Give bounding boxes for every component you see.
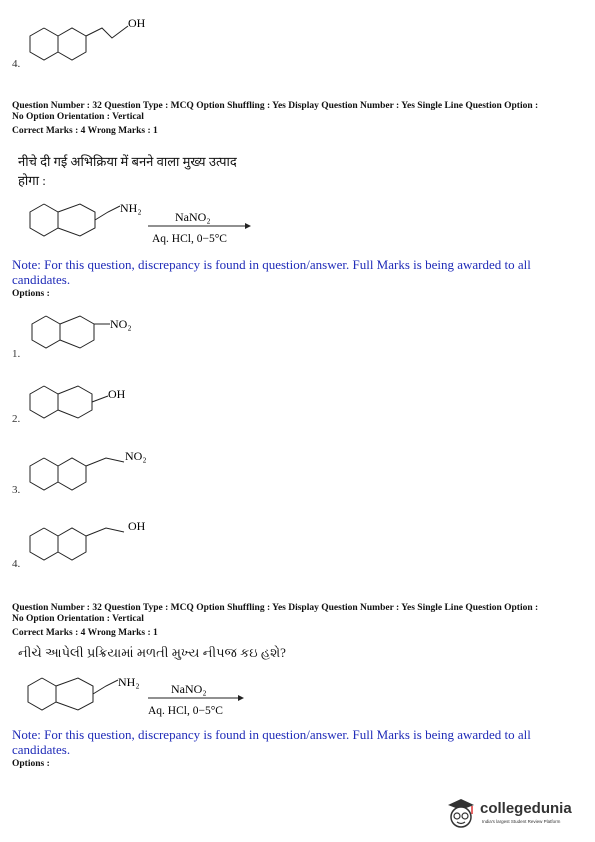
q1-note-line2: candidates.: [12, 272, 71, 287]
q1-meta-line1: Question Number : 32 Question Type : MCQ Option Shuffling : Yes Display Question Number : Yes Single Line Question Option :: [12, 101, 539, 111]
collegedunia-logo: [444, 795, 590, 833]
q1-meta: [12, 101, 587, 137]
q2-reagent-bottom: Aq. HCl, 0−5°C: [148, 705, 223, 717]
option-1-number: 1.: [12, 348, 21, 360]
option-4-number: 4.: [12, 558, 21, 570]
option-1-group: NO₂: [110, 317, 132, 331]
q2-meta: [12, 603, 587, 639]
q2-note-line2: candidates.: [12, 742, 71, 757]
logo-tagline: India's largest Student Review Platform: [482, 819, 561, 824]
mascot-icon: [444, 797, 478, 829]
q1-reaction: [20, 194, 260, 250]
q2-reaction: [18, 670, 258, 720]
q1-options-label: Options :: [12, 289, 50, 299]
option-4-structure[interactable]: [20, 514, 170, 564]
q2-options-label: Options :: [12, 759, 50, 769]
top-option-group: OH: [128, 16, 146, 30]
top-option-structure: [20, 10, 170, 65]
q1-reagent-top: NaNO₂: [175, 210, 211, 224]
q1-reagent-bottom: Aq. HCl, 0−5°C: [152, 233, 227, 245]
q1-question-line2: होगा :: [18, 173, 46, 188]
q1-marks: Correct Marks : 4 Wrong Marks : 1: [12, 126, 158, 136]
q2-reagent-top: NaNO₂: [171, 682, 207, 696]
logo-name: collegedunia: [480, 800, 572, 817]
option-3-number: 3.: [12, 484, 21, 496]
top-option-number: 4.: [12, 58, 21, 70]
option-2-group: OH: [108, 387, 126, 401]
q2-reactant-group: NH₂: [118, 675, 140, 689]
q1-note: [12, 257, 531, 287]
q2-note: [12, 727, 531, 757]
option-2-number: 2.: [12, 413, 21, 425]
q1-reactant-group: NH₂: [120, 201, 142, 215]
q2-marks: Correct Marks : 4 Wrong Marks : 1: [12, 628, 158, 638]
q2-meta-line2: No Option Orientation : Vertical: [12, 614, 144, 624]
option-3-structure[interactable]: [20, 444, 170, 494]
q1-meta-line2: No Option Orientation : Vertical: [12, 112, 144, 122]
option-2-structure[interactable]: [20, 378, 170, 424]
q1-question: [18, 152, 237, 190]
q2-question: નીચે આપેલી પ્રક્રિયામાં મળતી મુખ્ય નીપજ કઇ હશે?: [18, 645, 286, 660]
option-4-group: OH: [128, 519, 146, 533]
q1-question-line1: नीचे दी गई अभिक्रिया में बनने वाला मुख्य उत्पाद: [18, 154, 237, 169]
option-3-group: NO₂: [125, 449, 147, 463]
q2-meta-line1: Question Number : 32 Question Type : MCQ Option Shuffling : Yes Display Question Number : Yes Single Line Question Option :: [12, 603, 539, 613]
option-1-structure[interactable]: [22, 306, 172, 352]
q1-note-line1: Note: For this question, discrepancy is found in question/answer. Full Marks is being awarded to all: [12, 257, 531, 272]
q2-note-line1: Note: For this question, discrepancy is found in question/answer. Full Marks is being awarded to all: [12, 727, 531, 742]
